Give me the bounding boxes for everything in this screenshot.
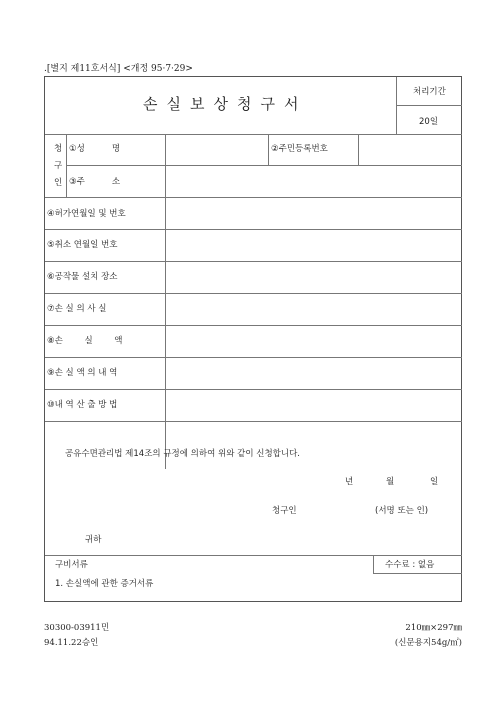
- form-code: 30300-03911민: [44, 623, 110, 633]
- address-field[interactable]: [166, 166, 461, 196]
- loss-fact-label: ⑦손 실 의 사 실: [47, 304, 107, 314]
- paper-type: (신문용지54g/㎡): [394, 638, 462, 648]
- resident-number-label: ②주민등록번호: [271, 144, 328, 154]
- signature-note: (서명 또는 인): [375, 506, 429, 516]
- address-label: ③주 소: [69, 177, 121, 187]
- fee-label: 수수료 : 없음: [385, 560, 435, 570]
- loss-fact-field[interactable]: [166, 294, 461, 325]
- cancel-date-field[interactable]: [166, 230, 461, 261]
- divider: [45, 555, 462, 556]
- claim-form: [44, 76, 462, 602]
- processing-period-label: 처리기간: [413, 87, 446, 97]
- calculation-method-label: ⑩내 역 산 출 방 법: [47, 400, 118, 410]
- claimant-char-1: 청: [54, 144, 63, 154]
- claimant-char-2: 구: [54, 161, 63, 171]
- structure-location-label: ⑥공작물 설치 장소: [47, 272, 118, 282]
- divider: [268, 134, 269, 165]
- form-number-tag: .[별지 제11호서식] <개정 95·7·29>: [44, 64, 193, 74]
- permit-date-label: ④허가연월일 및 번호: [47, 209, 126, 219]
- applicant-label: 청구인: [272, 506, 297, 516]
- loss-amount-field[interactable]: [166, 326, 461, 357]
- divider: [396, 105, 462, 106]
- divider: [45, 421, 462, 422]
- processing-period-days: 20일: [419, 117, 439, 127]
- documents-label: 구비서류: [55, 560, 88, 570]
- claimant-char-3: 인: [54, 178, 63, 188]
- date-day: 일: [430, 477, 439, 487]
- paper-size: 210㎜×297㎜: [405, 623, 462, 633]
- cancel-date-label: ⑤취소 연월일 번호: [47, 240, 118, 250]
- applicant-signature-field[interactable]: [307, 501, 369, 515]
- statement-text: 공유수면관리법 제14조의 규정에 의하여 위와 같이 신청합니다.: [65, 449, 301, 459]
- date-year: 년: [345, 477, 354, 487]
- form-title: 손실보상청구서: [143, 95, 308, 113]
- loss-amount-label: ⑧손 실 액: [47, 336, 123, 346]
- name-field[interactable]: [166, 135, 267, 165]
- permit-date-field[interactable]: [166, 198, 461, 229]
- calculation-method-field[interactable]: [166, 390, 461, 421]
- resident-number-field[interactable]: [359, 135, 461, 165]
- divider: [373, 573, 462, 574]
- recipient-label: 귀하: [85, 535, 102, 545]
- divider: [373, 555, 374, 573]
- name-label: ①성 명: [69, 144, 121, 154]
- date-month: 월: [386, 477, 395, 487]
- documents-item: 1. 손실액에 관한 증거서류: [55, 579, 154, 589]
- structure-location-field[interactable]: [166, 262, 461, 293]
- approval-date: 94.11.22승인: [44, 638, 99, 648]
- loss-details-label: ⑨손 실 액 의 내 역: [47, 368, 118, 378]
- loss-details-field[interactable]: [166, 358, 461, 389]
